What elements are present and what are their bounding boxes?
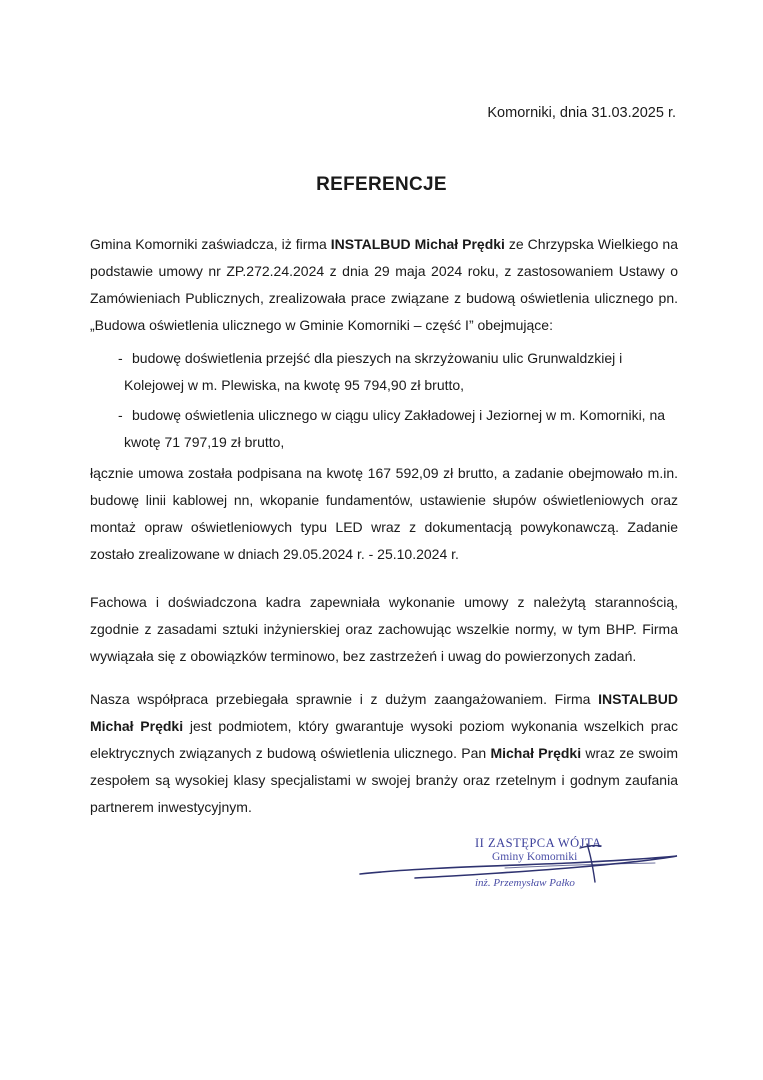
paragraph-staff-quality: Fachowa i doświadczona kadra zapewniała wykonanie umowy z należytą starannością, zgodnie z zasadami sztuki inżynierskiej oraz zachowując wszelkie normy, w tym BHP. Firma wywiązała się z obowiązków terminowo, bez zastrzeżeń i uwag do powierzonych zadań. [90,594,678,664]
list-item [118,402,678,456]
stamp-signatory: inż. Przemysław Pałko [475,877,575,889]
company-name: INSTALBUD Michał Prędki [90,691,678,734]
paragraph-intro-text-2: ze Chrzypska Wielkiego na podstawie umowy nr ZP.272.24.2024 z dnia 29 maja 2024 roku, z zastosowaniem Ustawy o Zamówieniach Publicznych, zrealizowała prace związane z budową oświetlenia ulicznego pn. „Budowa oświetlenia ulicznego w Gminie Komorniki – część I” obejmujące: [90,236,678,333]
stamp-title: II ZASTĘPCA WÓJTA [475,836,602,850]
person-name: Michał Prędki [490,745,582,761]
stamp-office: Gminy Komorniki [492,851,578,863]
list-bullet-dash: - [118,407,123,423]
handwritten-signature [355,836,685,896]
paragraph-cooperation-text-3: wraz ze swoim zespołem są wysokiej klasy specjalistami w swojej branży oraz rzetelnym i godnym zaufania partnerem inwestycyjnym. [90,745,678,815]
list-item-line-1: budowę doświetlenia przejść dla pieszych na skrzyżowaniu ulic Grunwaldzkiej i [132,350,623,366]
document-title: REFERENCJE [316,174,447,195]
paragraph-intro-text-1: Gmina Komorniki zaświadcza, iż firma [90,236,331,252]
list-item-line-2: Kolejowej w m. Plewiska, na kwotę 95 794,90 zł brutto, [124,377,465,393]
paragraph-cooperation-text-2: jest podmiotem, który gwarantuje wysoki poziom wykonania wszelkich prac elektrycznych związanych z budową oświetlenia ulicznego. Pan [90,718,678,761]
company-name: INSTALBUD Michał Prędki [330,236,505,252]
paragraph-intro [90,231,678,339]
paragraph-cooperation [90,686,678,821]
list-item-line-1: budowę oświetlenia ulicznego w ciągu ulicy Zakładowej i Jeziornej w m. Komorniki, na [132,407,666,423]
paragraph-cooperation-text-1: Nasza współpraca przebiegała sprawnie i z dużym zaangażowaniem. Firma [90,691,599,707]
place-and-date: Komorniki, dnia 31.03.2025 r. [487,105,676,121]
paragraph-contract-summary: łącznie umowa została podpisana na kwotę 167 592,09 zł brutto, a zadanie obejmowało m.in. budowę linii kablowej nn, wkopanie fundamentów, ustawienie słupów oświetleniowych oraz montaż opraw oświetleniowych typu LED wraz z dokumentacją powykonawczą. Zadanie zostało zrealizowane w dniach 29.05.2024 r. - 25.10.2024 r. [90,465,678,562]
list-item-line-2: kwotę 71 797,19 zł brutto, [124,434,285,450]
list-item [118,345,678,399]
list-bullet-dash: - [118,350,123,366]
